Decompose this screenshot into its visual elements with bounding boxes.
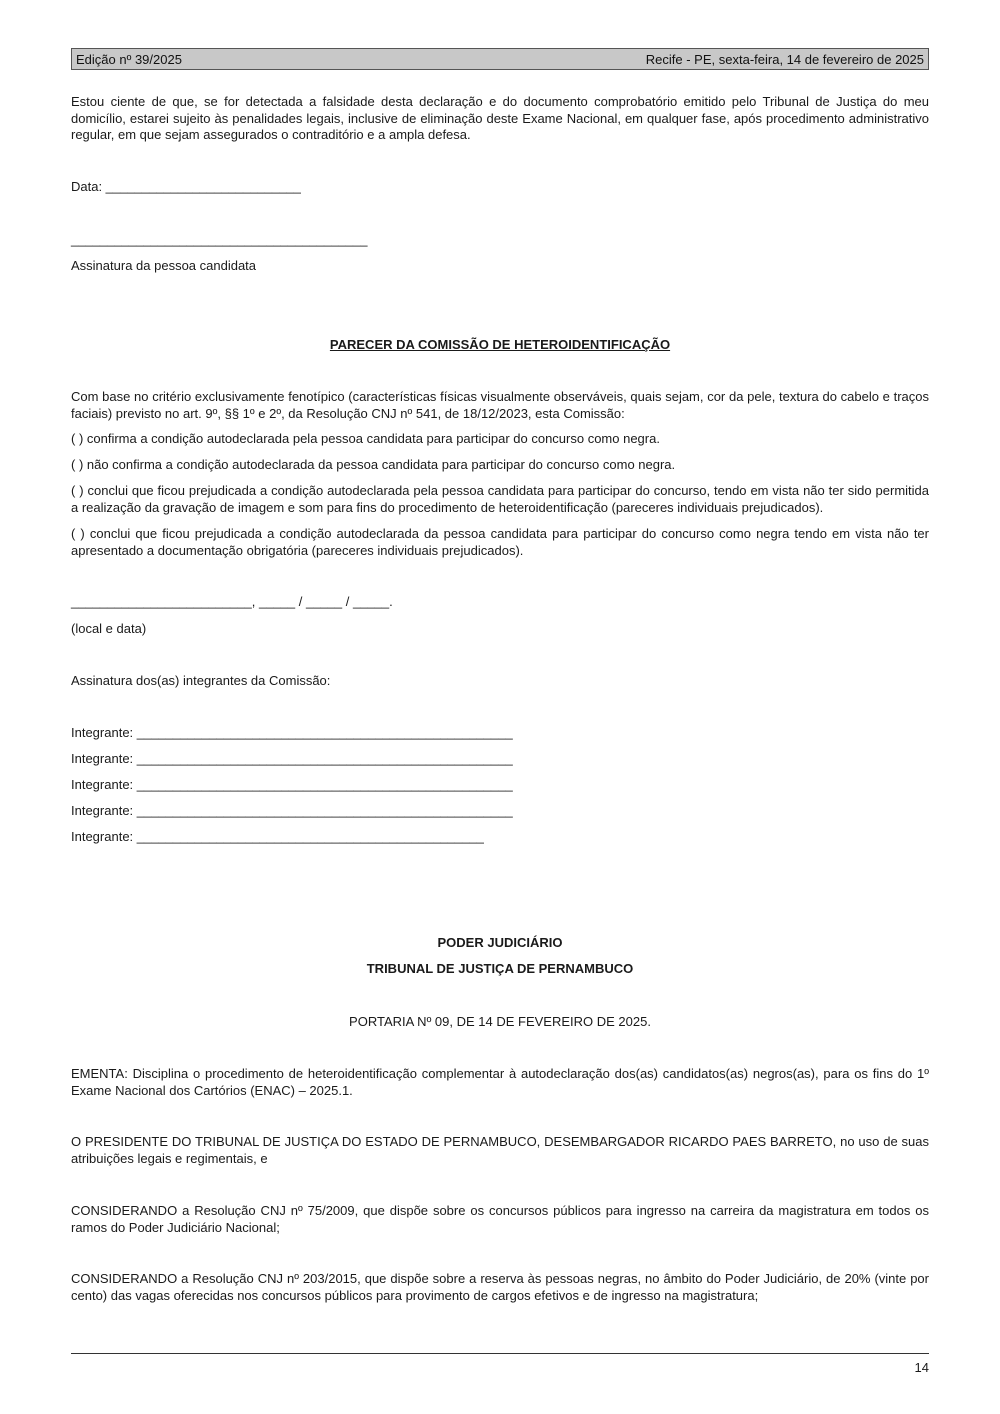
ementa-text: EMENTA: Disciplina o procedimento de heteroidentificação complementar à autodeclaração dos(as) candidatos(as) negros(as), para os fins do 1º Exame Nacional dos Cartórios (ENAC) – 2025.1.	[71, 1066, 929, 1098]
president-text: O PRESIDENTE DO TRIBUNAL DE JUSTIÇA DO ESTADO DE PERNAMBUCO, DESEMBARGADOR RICARDO PAES BARRETO, no uso de suas atribuições legais e regimentais, e	[71, 1134, 929, 1166]
parecer-intro: Com base no critério exclusivamente fenotípico (características físicas visualmente observáveis, quais sejam, cor da pele, textura do cabelo e traços faciais) previsto no art. 9º, §§ 1º e 2º, da Resolução CNJ nº 541, de 18/12/2023, esta Comissão:	[71, 389, 929, 421]
signature-line: _________________________________________	[71, 232, 368, 247]
member-signature-line: Integrante: ____________________________________________________	[71, 751, 513, 766]
parecer-option: ( ) conclui que ficou prejudicada a condição autodeclarada da pessoa candidata para participar do concurso como negra tendo em vista não ter apresentado a documentação obrigatória (pareceres individuais prejudicados).	[71, 526, 929, 558]
local-date-label: (local e data)	[71, 621, 147, 636]
local-date-line: _________________________, _____ / _____ / _____.	[71, 594, 393, 609]
footer-divider	[71, 1353, 929, 1354]
date-line: Data: ___________________________	[71, 179, 301, 194]
page-number: 14	[914, 1360, 929, 1375]
signature-label: Assinatura da pessoa candidata	[71, 258, 257, 273]
edition-label: Edição nº 39/2025	[76, 51, 182, 67]
declaration-text: Estou ciente de que, se for detectada a falsidade desta declaração e do documento comprobatório emitido pelo Tribunal de Justiça do meu domicílio, estarei sujeito às penalidades legais, inclusive de eliminação deste Exame Nacional, em qualquer fase, após procedimento administrativo regular, em que sejam assegurados o contraditório e a ampla defesa.	[71, 94, 929, 142]
parecer-option: ( ) conclui que ficou prejudicada a condição autodeclarada pela pessoa candidata para participar do concurso, tendo em vista não ter sido permitida a realização da gravação de imagem e som para fins do procedimento de heteroidentificação (pareceres individuais prejudicados).	[71, 483, 929, 515]
page-header	[71, 48, 929, 70]
considerando-paragraph: CONSIDERANDO a Resolução CNJ nº 75/2009, que dispõe sobre os concursos públicos para ingresso na carreira da magistratura em todos os ramos do Poder Judiciário Nacional;	[71, 1203, 929, 1235]
court-name: TRIBUNAL DE JUSTIÇA DE PERNAMBUCO	[366, 961, 634, 976]
parecer-option: ( ) não confirma a condição autodeclarada da pessoa candidata para participar do concurso como negra.	[71, 457, 676, 472]
org-name: PODER JUDICIÁRIO	[437, 935, 563, 950]
header-place-date: Recife - PE, sexta-feira, 14 de fevereiro de 2025	[645, 51, 924, 67]
considerando-paragraph: CONSIDERANDO a Resolução CNJ nº 203/2015, que dispõe sobre a reserva às pessoas negras, no âmbito do Poder Judiciário, de 20% (vinte por cento) das vagas oferecidas nos concursos públicos para provimento de cargos efetivos e de ingresso na magistratura;	[71, 1271, 929, 1303]
committee-label: Assinatura dos(as) integrantes da Comissão:	[71, 673, 331, 688]
member-signature-line: Integrante: ________________________________________________	[71, 829, 484, 844]
member-signature-line: Integrante: ____________________________________________________	[71, 725, 513, 740]
parecer-title: PARECER DA COMISSÃO DE HETEROIDENTIFICAÇÃO	[329, 337, 671, 352]
parecer-option: ( ) confirma a condição autodeclarada pela pessoa candidata para participar do concurso como negra.	[71, 431, 660, 446]
member-signature-line: Integrante: ____________________________________________________	[71, 803, 513, 818]
portaria-title: PORTARIA Nº 09, DE 14 DE FEVEREIRO DE 2025.	[349, 1014, 651, 1029]
document-page	[71, 48, 929, 70]
member-signature-line: Integrante: ____________________________________________________	[71, 777, 513, 792]
